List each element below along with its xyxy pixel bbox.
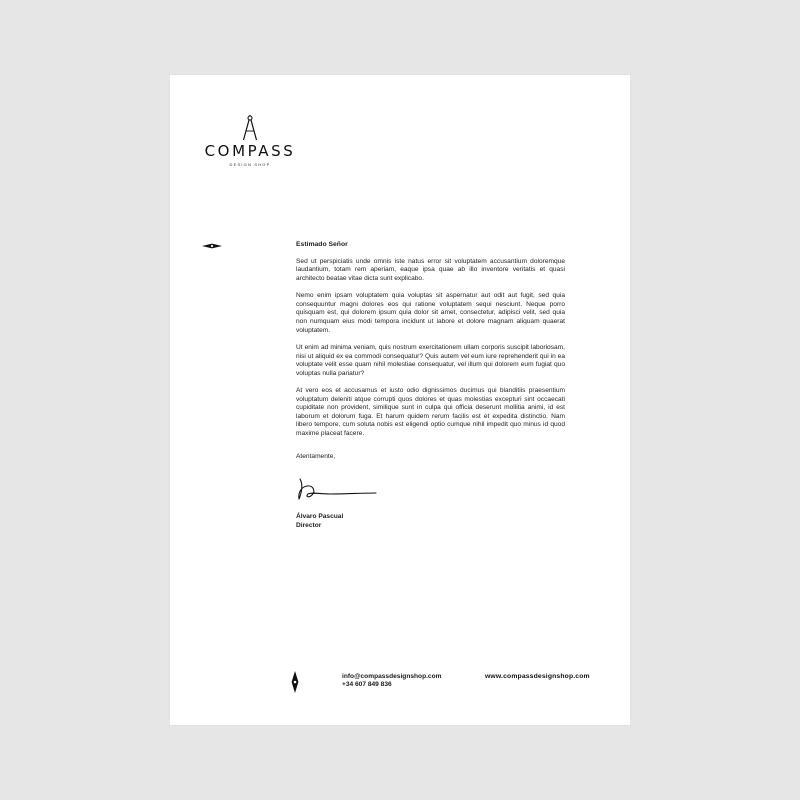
letter-paragraph: At vero eos et accusamus et iusto odio dignissimos ducimus qui blanditiis praesentium voluptatum deleniti atque corrupti quos dolores et quas molestias excepturi sint occaecati cupiditate non provident, similique sunt in culpa qui officia deserunt mollitia animi, id est laborum et dolorum fuga. Et harum quidem rerum facilis est et expedita distinctio. Nam libero tempore, cum soluta nobis est eligendi optio cumque nihil impedit quo minus id quod maxime placeat facere. bbox=[296, 387, 565, 438]
brand-tagline: DESIGN SHOP bbox=[229, 162, 271, 167]
contact-email: info@compassdesignshop.com bbox=[342, 673, 442, 680]
letterhead-page bbox=[170, 75, 630, 725]
handwritten-signature bbox=[296, 475, 378, 501]
letter-paragraph: Nemo enim ipsam voluptatem quia voluptas sit aspernatur aut odit aut fugit, sed quia consequuntur magni dolores eos qui ratione voluptatem sequi nesciunt. Neque porro quisquam est, qui dolorem ipsum quia dolor sit amet, consectetur, adipisci velit, sed quia non numquam eius modi tempora incidunt ut labore et dolore magnam aliquam quaerat voluptatem. bbox=[296, 292, 565, 334]
signer-role: Director bbox=[296, 521, 322, 529]
compass-needle-icon bbox=[202, 243, 222, 249]
letter-body bbox=[296, 241, 565, 530]
brand-logo bbox=[202, 115, 298, 167]
contact-phone: +34 607 849 836 bbox=[342, 681, 392, 689]
letter-paragraph: Ut enim ad minima veniam, quis nostrum exercitationem ullam corporis suscipit laboriosam, nisi ut aliquid ex ea commodi consequatur? Quis autem vel eum iure reprehenderit qui in ea voluptate velit esse quam nihil molestiae consequatur, vel illum qui dolorem eum fugiat quo voluptas nulla pariatur? bbox=[296, 343, 565, 377]
drafting-compass-icon bbox=[242, 115, 258, 141]
closing: Atentamente, bbox=[296, 452, 336, 460]
signer-name: Álvaro Pascual bbox=[296, 513, 344, 521]
website-url: www.compassdesignshop.com bbox=[485, 673, 590, 680]
contact-info bbox=[342, 673, 442, 690]
letter-paragraph: Sed ut perspiciatis unde omnis iste natus error sit voluptatem accusantium doloremque laudantium, totam rem aperiam, eaque ipsa quae ab illo inventore veritatis et quasi architecto beatae vitae dicta sunt explicabo. bbox=[296, 257, 565, 282]
brand-name: COMPASS bbox=[204, 142, 296, 160]
compass-needle-icon bbox=[291, 671, 299, 693]
salutation: Estimado Señor bbox=[296, 241, 348, 248]
